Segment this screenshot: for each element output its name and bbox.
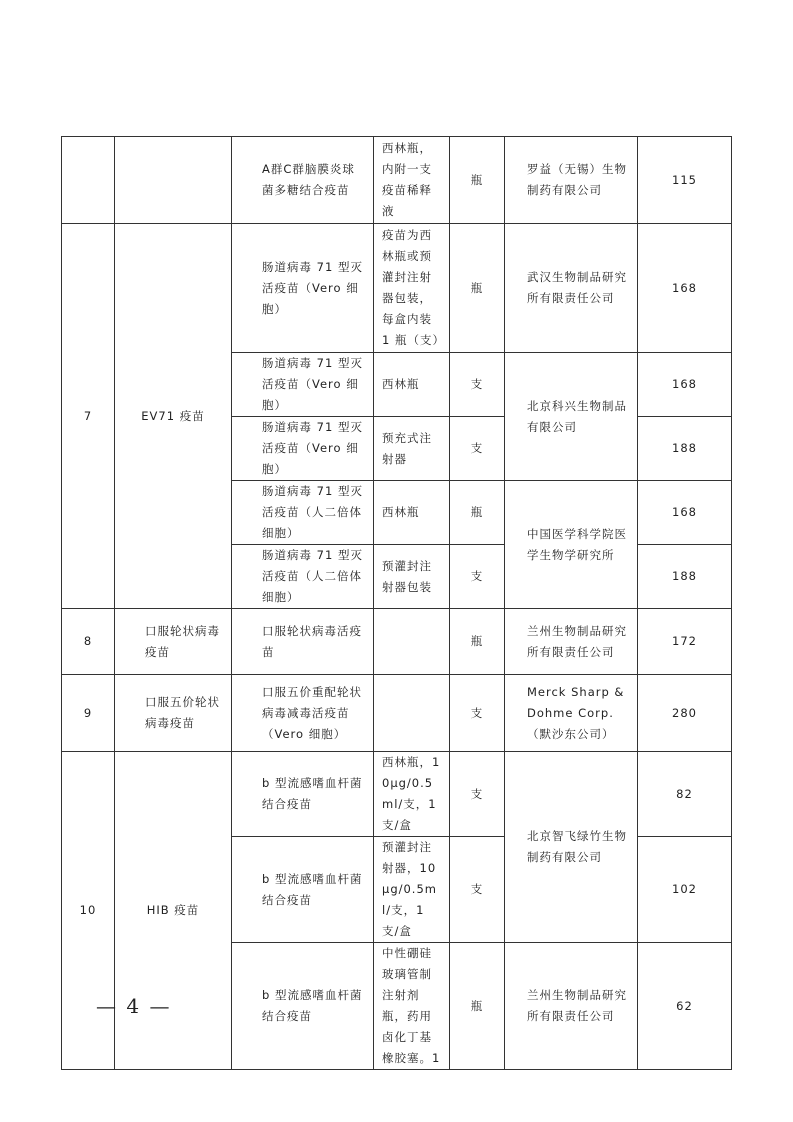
- vaccine-type-cell: EV71 疫苗: [115, 224, 232, 609]
- spec-cell: 疫苗为西林瓶或预灌封注射器包装，每盒内装 1 瓶（支）: [374, 224, 450, 353]
- row-number-cell: [62, 137, 115, 224]
- spec-cell: 西林瓶，10μg/0.5ml/支，1 支/盒: [374, 752, 450, 837]
- price-cell: 280: [638, 675, 732, 752]
- product-name-cell: 口服五价重配轮状病毒减毒活疫苗（Vero 细胞）: [232, 675, 374, 752]
- spec-cell: 西林瓶: [374, 353, 450, 417]
- unit-cell: 支: [450, 837, 505, 943]
- product-name-cell: 肠道病毒 71 型灭活疫苗（Vero 细胞）: [232, 353, 374, 417]
- price-cell: 188: [638, 545, 732, 609]
- vaccine-type-cell: 口服五价轮状病毒疫苗: [115, 675, 232, 752]
- unit-cell: 瓶: [450, 481, 505, 545]
- row-number-cell: 9: [62, 675, 115, 752]
- price-cell: 102: [638, 837, 732, 943]
- table-row: [62, 752, 732, 837]
- spec-cell: 西林瓶: [374, 481, 450, 545]
- product-name-cell: A群C群脑膜炎球菌多糖结合疫苗: [232, 137, 374, 224]
- manufacturer-cell: 北京科兴生物制品有限公司: [505, 353, 638, 481]
- price-cell: 82: [638, 752, 732, 837]
- vaccine-type-cell: 口服轮状病毒疫苗: [115, 609, 232, 675]
- table-row: [62, 137, 732, 224]
- manufacturer-cell: 罗益（无锡）生物制药有限公司: [505, 137, 638, 224]
- price-cell: 62: [638, 943, 732, 1070]
- manufacturer-cell: 武汉生物制品研究所有限责任公司: [505, 224, 638, 353]
- row-number-cell: 8: [62, 609, 115, 675]
- price-cell: 168: [638, 353, 732, 417]
- vaccine-type-cell: [115, 137, 232, 224]
- vaccine-price-table: [61, 136, 732, 1070]
- price-cell: 115: [638, 137, 732, 224]
- unit-cell: 支: [450, 417, 505, 481]
- price-cell: 188: [638, 417, 732, 481]
- unit-cell: 支: [450, 752, 505, 837]
- unit-cell: 瓶: [450, 943, 505, 1070]
- manufacturer-cell: Merck Sharp & Dohme Corp.（默沙东公司）: [505, 675, 638, 752]
- price-cell: 172: [638, 609, 732, 675]
- product-name-cell: 肠道病毒 71 型灭活疫苗（Vero 细胞）: [232, 224, 374, 353]
- spec-cell: [374, 609, 450, 675]
- row-number-cell: 10: [62, 752, 115, 1070]
- spec-cell: 预灌封注射器，10μg/0.5ml/支，1 支/盒: [374, 837, 450, 943]
- unit-cell: 支: [450, 545, 505, 609]
- product-name-cell: 肠道病毒 71 型灭活疫苗（人二倍体细胞）: [232, 545, 374, 609]
- row-number-cell: 7: [62, 224, 115, 609]
- product-name-cell: 肠道病毒 71 型灭活疫苗（Vero 细胞）: [232, 417, 374, 481]
- product-name-cell: b 型流感嗜血杆菌结合疫苗: [232, 837, 374, 943]
- product-name-cell: 口服轮状病毒活疫苗: [232, 609, 374, 675]
- manufacturer-cell: 兰州生物制品研究所有限责任公司: [505, 943, 638, 1070]
- spec-cell: 预灌封注射器包装: [374, 545, 450, 609]
- unit-cell: 支: [450, 675, 505, 752]
- manufacturer-cell: 兰州生物制品研究所有限责任公司: [505, 609, 638, 675]
- unit-cell: 支: [450, 353, 505, 417]
- spec-cell: 中性硼硅玻璃管制注射剂瓶，药用卤化丁基橡胶塞。1: [374, 943, 450, 1070]
- vaccine-type-cell: HIB 疫苗: [115, 752, 232, 1070]
- unit-cell: 瓶: [450, 224, 505, 353]
- spec-cell: [374, 675, 450, 752]
- product-name-cell: 肠道病毒 71 型灭活疫苗（人二倍体细胞）: [232, 481, 374, 545]
- price-cell: 168: [638, 224, 732, 353]
- page-number: — 4 —: [96, 994, 172, 1018]
- table-row: [62, 675, 732, 752]
- unit-cell: 瓶: [450, 609, 505, 675]
- manufacturer-cell: 中国医学科学院医学生物学研究所: [505, 481, 638, 609]
- manufacturer-cell: 北京智飞绿竹生物制药有限公司: [505, 752, 638, 943]
- table-row: [62, 224, 732, 353]
- unit-cell: 瓶: [450, 137, 505, 224]
- product-name-cell: b 型流感嗜血杆菌结合疫苗: [232, 752, 374, 837]
- table-row: [62, 609, 732, 675]
- product-name-cell: b 型流感嗜血杆菌结合疫苗: [232, 943, 374, 1070]
- spec-cell: 西林瓶，内附一支疫苗稀释液: [374, 137, 450, 224]
- spec-cell: 预充式注射器: [374, 417, 450, 481]
- price-cell: 168: [638, 481, 732, 545]
